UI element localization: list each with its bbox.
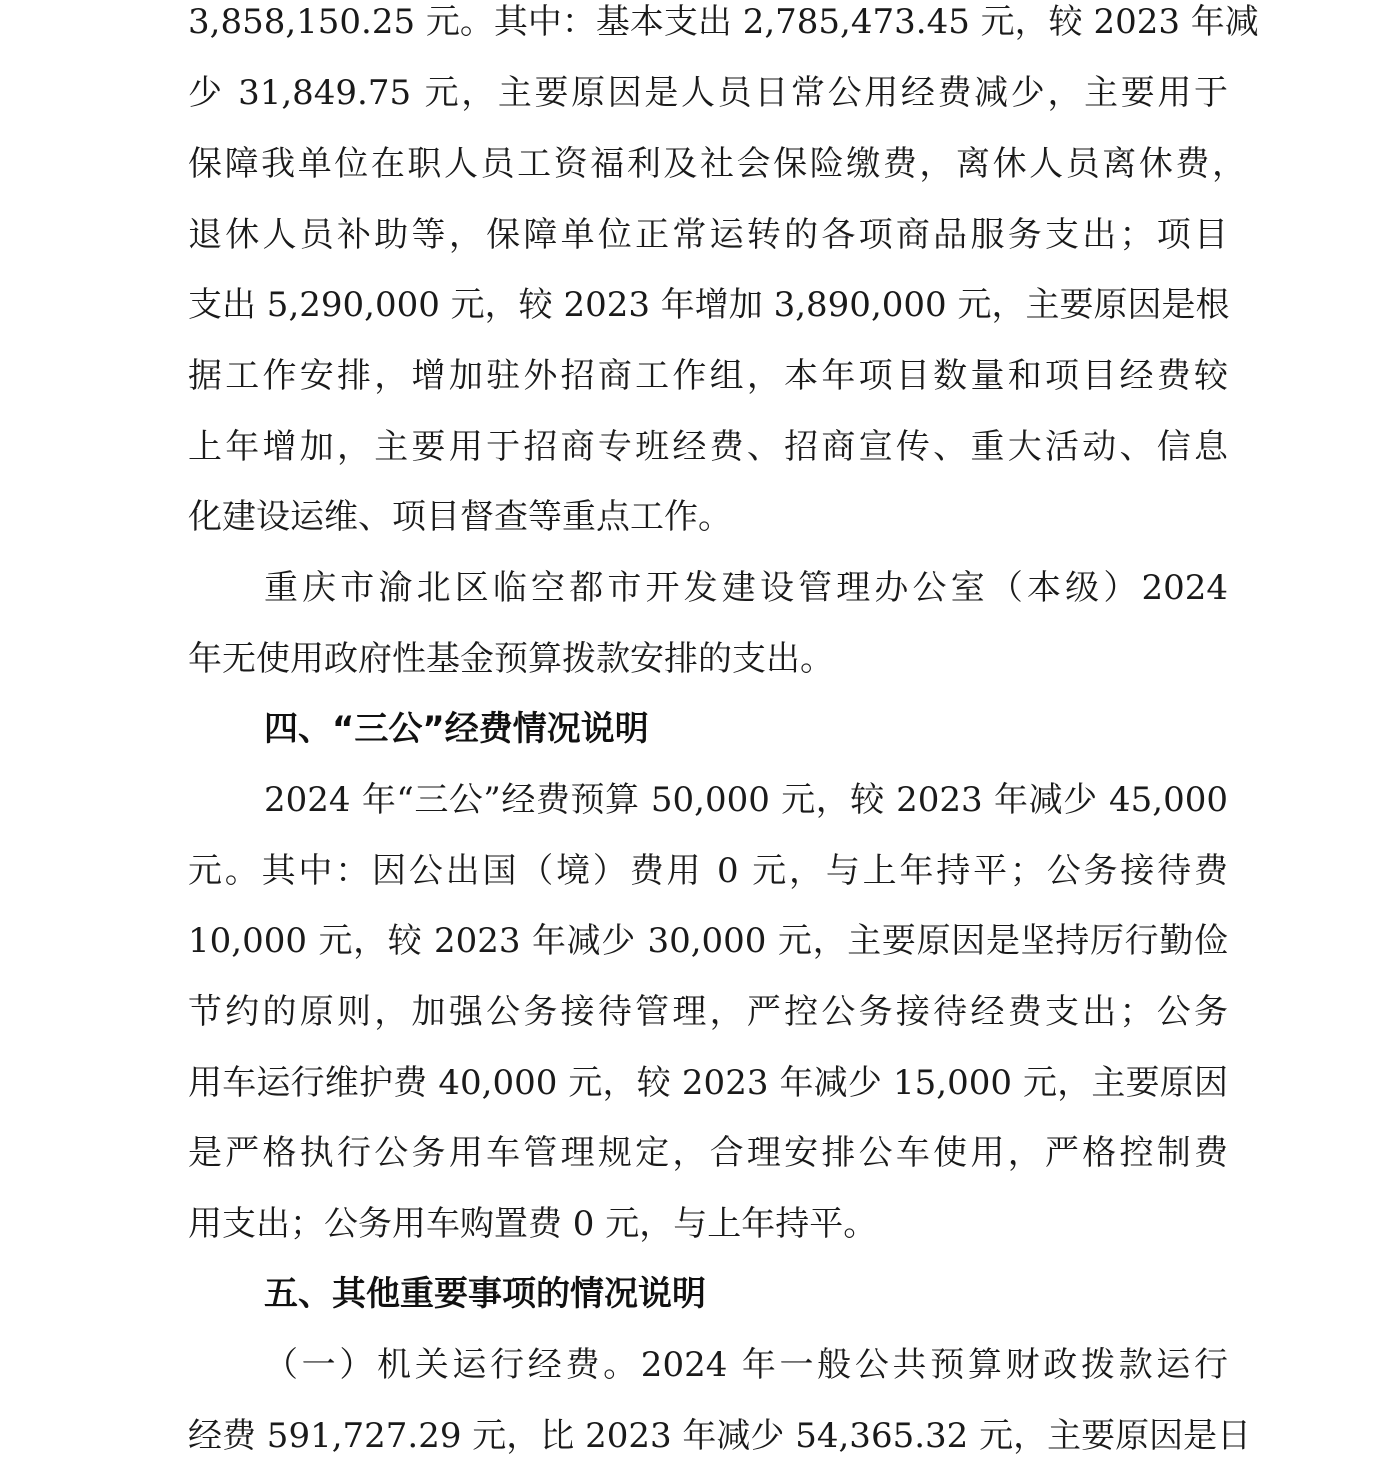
body-text-line: 退休人员补助等，保障单位正常运转的各项商品服务支出；项目: [188, 215, 1228, 255]
body-text-line: 10,000 元，较 2023 年减少 30,000 元，主要原因是坚持厉行勤俭: [188, 921, 1228, 961]
body-text-line: 年无使用政府性基金预算拨款安排的支出。: [188, 639, 834, 679]
body-text-line: 2024 年“三公”经费预算 50,000 元，较 2023 年减少 45,000: [264, 780, 1228, 820]
body-text-line: 节约的原则，加强公务接待管理，严控公务接待经费支出；公务: [188, 992, 1228, 1032]
body-text-line: 据工作安排，增加驻外招商工作组，本年项目数量和项目经费较: [188, 356, 1228, 396]
body-text-line: （一）机关运行经费。2024 年一般公共预算财政拨款运行: [264, 1345, 1228, 1385]
body-text-line: 支出 5,290,000 元，较 2023 年增加 3,890,000 元，主要原因是根: [188, 285, 1230, 325]
body-text-line: 经费 591,727.29 元，比 2023 年减少 54,365.32 元，主要原因是日: [188, 1416, 1252, 1456]
body-text-line: 用支出；公务用车购置费 0 元，与上年持平。: [188, 1204, 878, 1244]
body-text-line: 少 31,849.75 元，主要原因是人员日常公用经费减少，主要用于: [188, 73, 1228, 113]
body-text-line: 上年增加，主要用于招商专班经费、招商宣传、重大活动、信息: [188, 427, 1228, 467]
body-text-line: 化建设运维、项目督查等重点工作。: [188, 497, 732, 537]
body-text-line: 元。其中：因公出国（境）费用 0 元，与上年持平；公务接待费: [188, 851, 1228, 891]
body-text-line: 是严格执行公务用车管理规定，合理安排公车使用，严格控制费: [188, 1133, 1228, 1173]
body-text-line: 保障我单位在职人员工资福利及社会保险缴费，离休人员离休费，: [188, 144, 1246, 184]
section-heading-four: 四、“三公”经费情况说明: [264, 709, 649, 749]
section-heading-five: 五、其他重要事项的情况说明: [264, 1274, 706, 1314]
body-text-line: 3,858,150.25 元。其中：基本支出 2,785,473.45 元，较 2023 年减: [188, 2, 1259, 42]
body-text-line: 用车运行维护费 40,000 元，较 2023 年减少 15,000 元，主要原因: [188, 1063, 1228, 1103]
body-text-line: 重庆市渝北区临空都市开发建设管理办公室（本级）2024: [264, 568, 1228, 608]
